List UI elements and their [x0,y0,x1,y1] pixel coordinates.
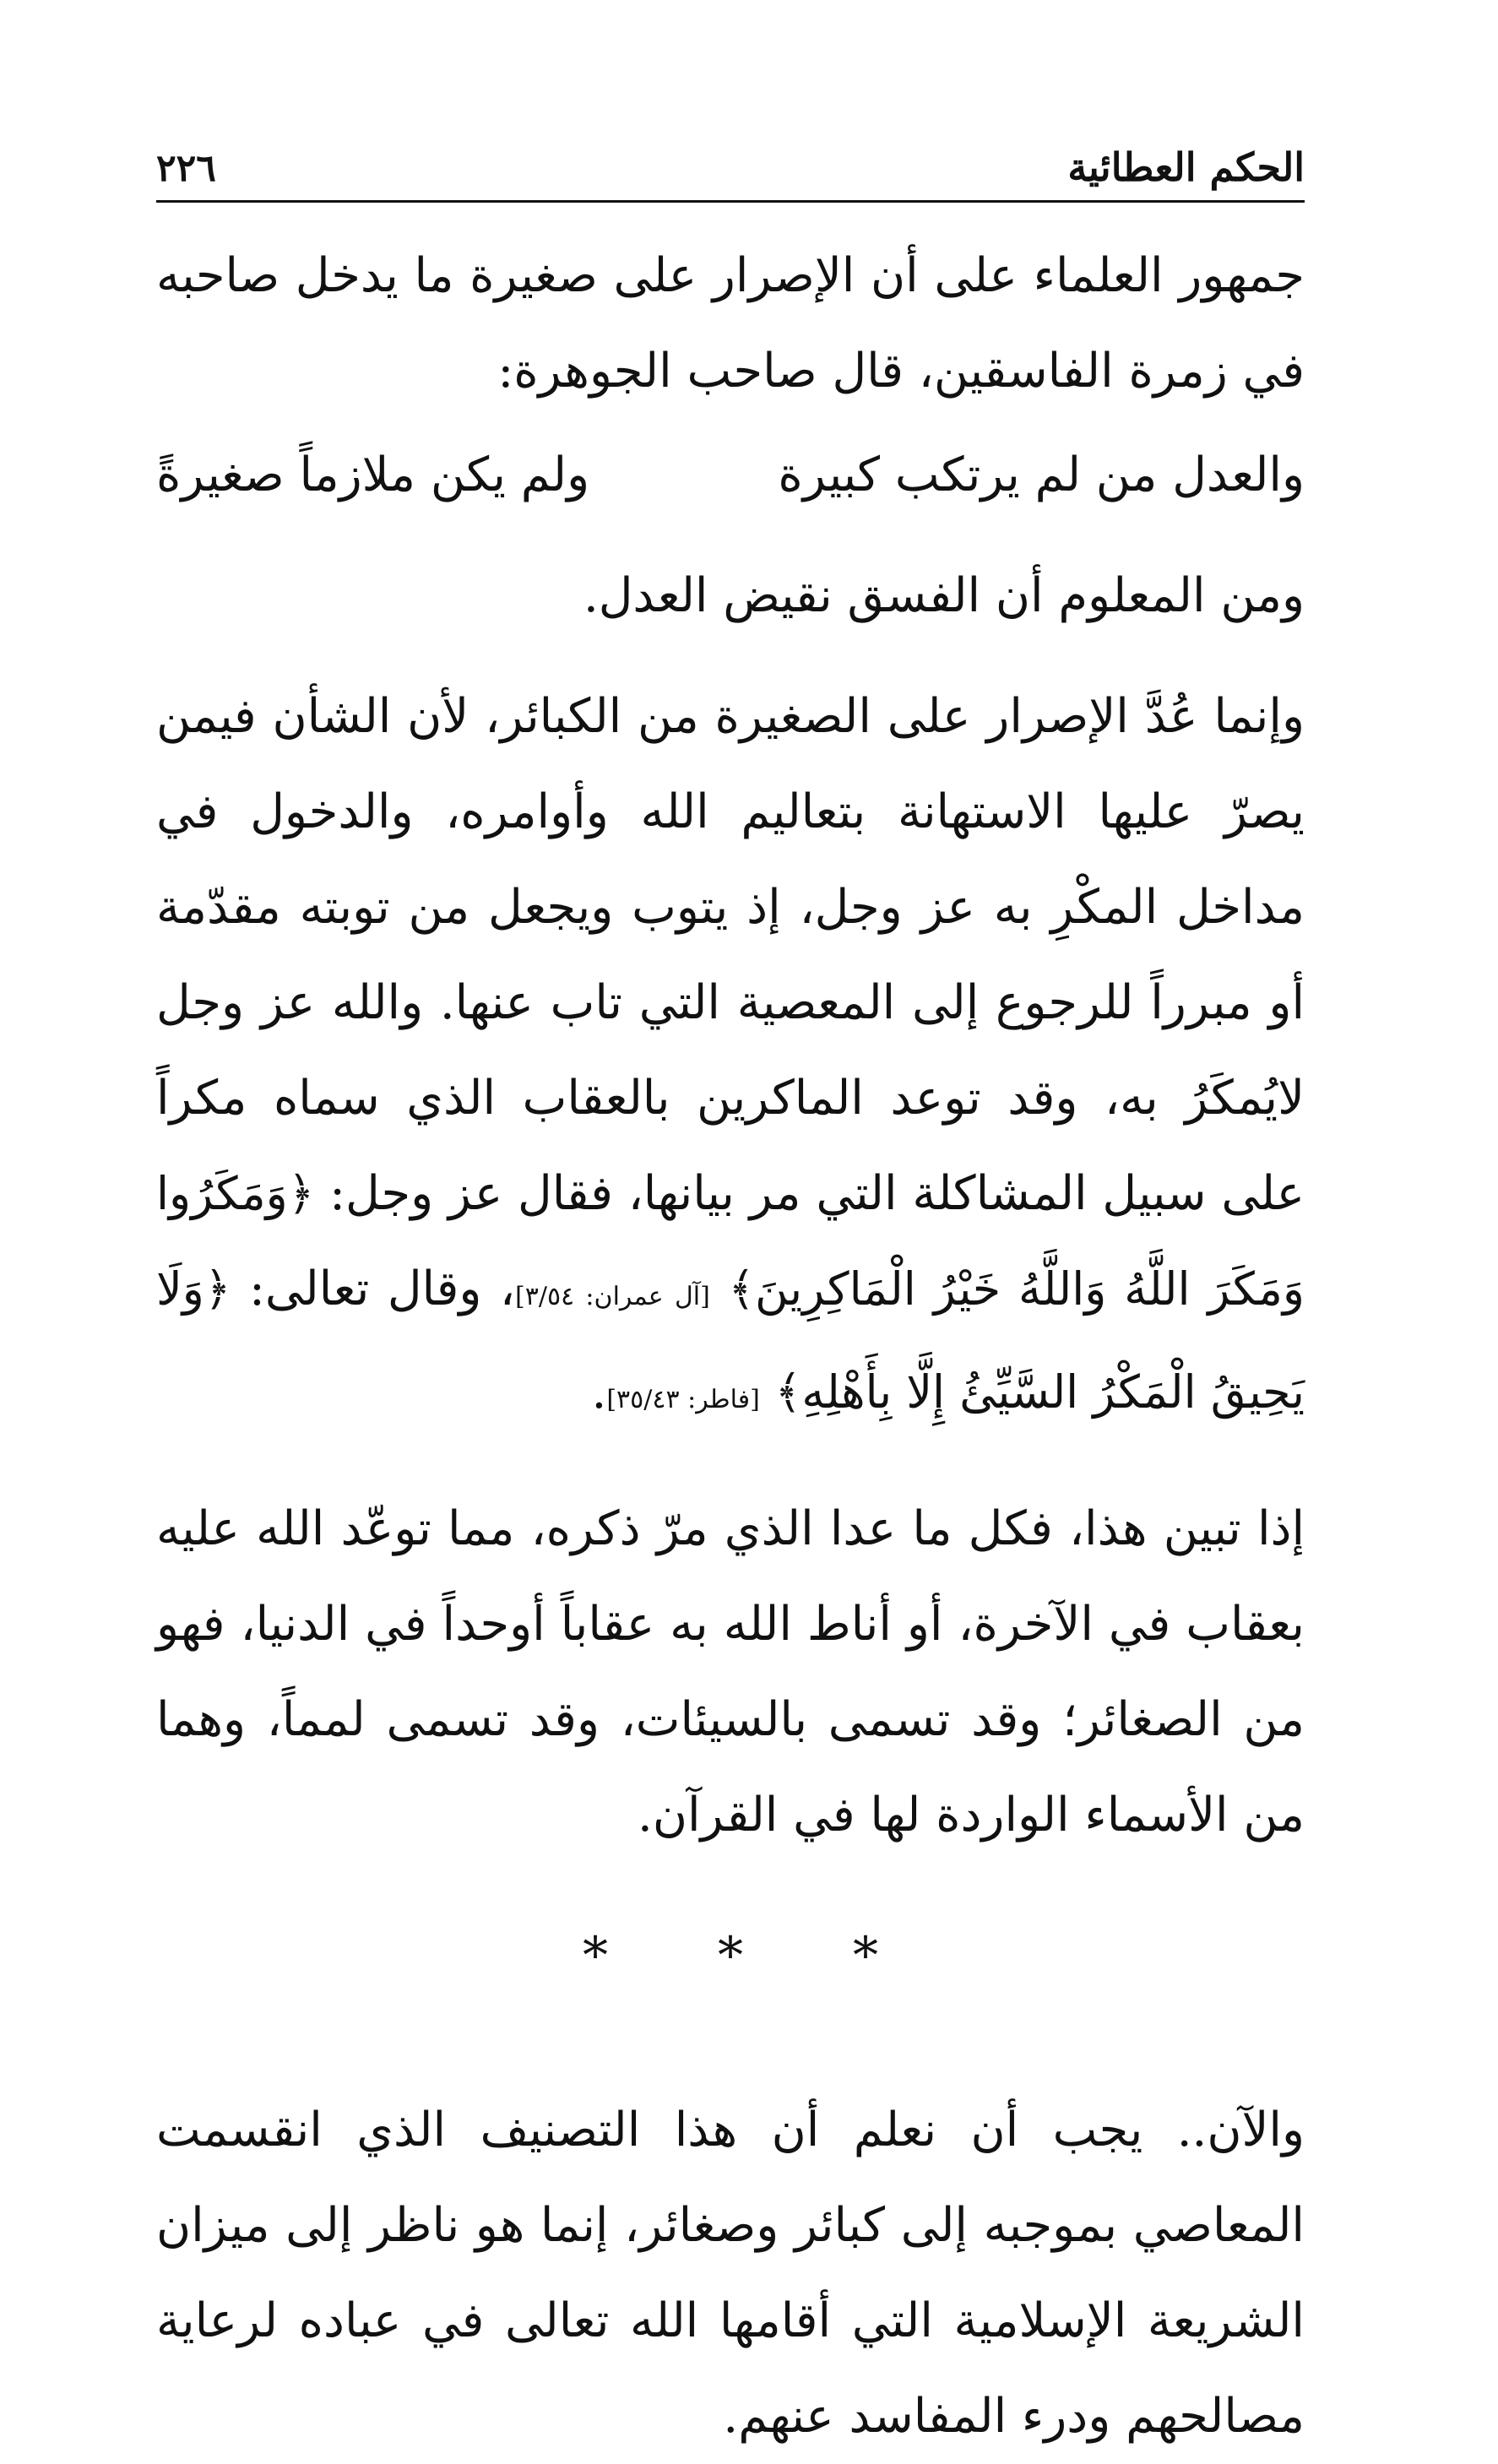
poem-first-hemistich: والعدل من لم يرتكب كبيرة [778,448,1305,502]
poem-second-hemistich: ولم يكن ملازماً صغيرةً [156,448,590,502]
page-body [156,228,1305,2464]
quran-verse-1: ﴿وَمَكَرُوا وَمَكَرَ اللَّهُ وَاللَّهُ خَيْرُ الْمَاكِرِينَ﴾ [156,1167,1305,1316]
paragraph-3-end: . [591,1365,607,1419]
quran-verse-2: ﴿وَلَا يَحِيقُ الْمَكْرُ السَّيِّئُ إِلَّا بِأَهْلِهِ﴾ [156,1262,1305,1419]
paragraph-3-text: وإنما عُدَّ الإصرار على الصغيرة من الكبائر، لأن الشأن فيمن يصرّ عليها الاستهانة بتعاليم الله وأوامره، والدخول في مداخل المكْرِ به عز وجل، إذ يتوب ويجعل من توبته مقدّمة أو مبرراً للرجوع إلى المعصية التي تاب عنها. والله عز وجل لايُمكَرُ به، وقد توعد الماكرين بالعقاب الذي سماه مكراً على سبيل المشاكلة التي مر بيانها، فقال عز وجل: [156,689,1305,1221]
separator-star: * [853,1926,878,1985]
paragraph-4: إذا تبين هذا، فكل ما عدا الذي مرّ ذكره، مما توعّد الله عليه بعقاب في الآخرة، أو أناط الله به عقاباً أوحداً في الدنيا، فهو من الصغائر؛ وقد تسمى بالسيئات، وقد تسمى لمماً، وهما من الأسماء الواردة لها في القرآن. [156,1501,1305,1843]
running-header [156,135,1305,203]
page-number: ٢٢٦ [156,147,216,190]
paragraph-5: والآن.. يجب أن نعلم أن هذا التصنيف الذي انقسمت المعاصي بموجبه إلى كبائر وصغائر، إنما هو ناظر إلى ميزان الشريعة الإسلامية التي أقامها الله تعالى في عباده لرعاية مصالحهم ودرء المفاسد عنهم. [156,2103,1305,2444]
separator-star: * [718,1926,743,1985]
section-separator [156,1922,1305,1989]
verse-reference-1: [آل عمران: ٣/٥٤] [515,1282,710,1311]
book-title: الحكم العطائية [1067,144,1305,190]
paragraph-3 [156,669,1305,1447]
paragraph-2: ومن المعلوم أن الفسق نقيض العدل. [583,568,1305,623]
verse-reference-2: [فاطر: ٣٥/٤٣] [606,1385,760,1414]
paragraph-1: جمهور العلماء على أن الإصرار على صغيرة ما يدخل صاحبه في زمرة الفاسقين، قال صاحب الجوهرة: [156,248,1305,399]
poem-verse [156,427,1305,523]
paragraph-3-connector: ، وقال تعالى: [249,1262,515,1316]
separator-star: * [583,1926,608,1985]
